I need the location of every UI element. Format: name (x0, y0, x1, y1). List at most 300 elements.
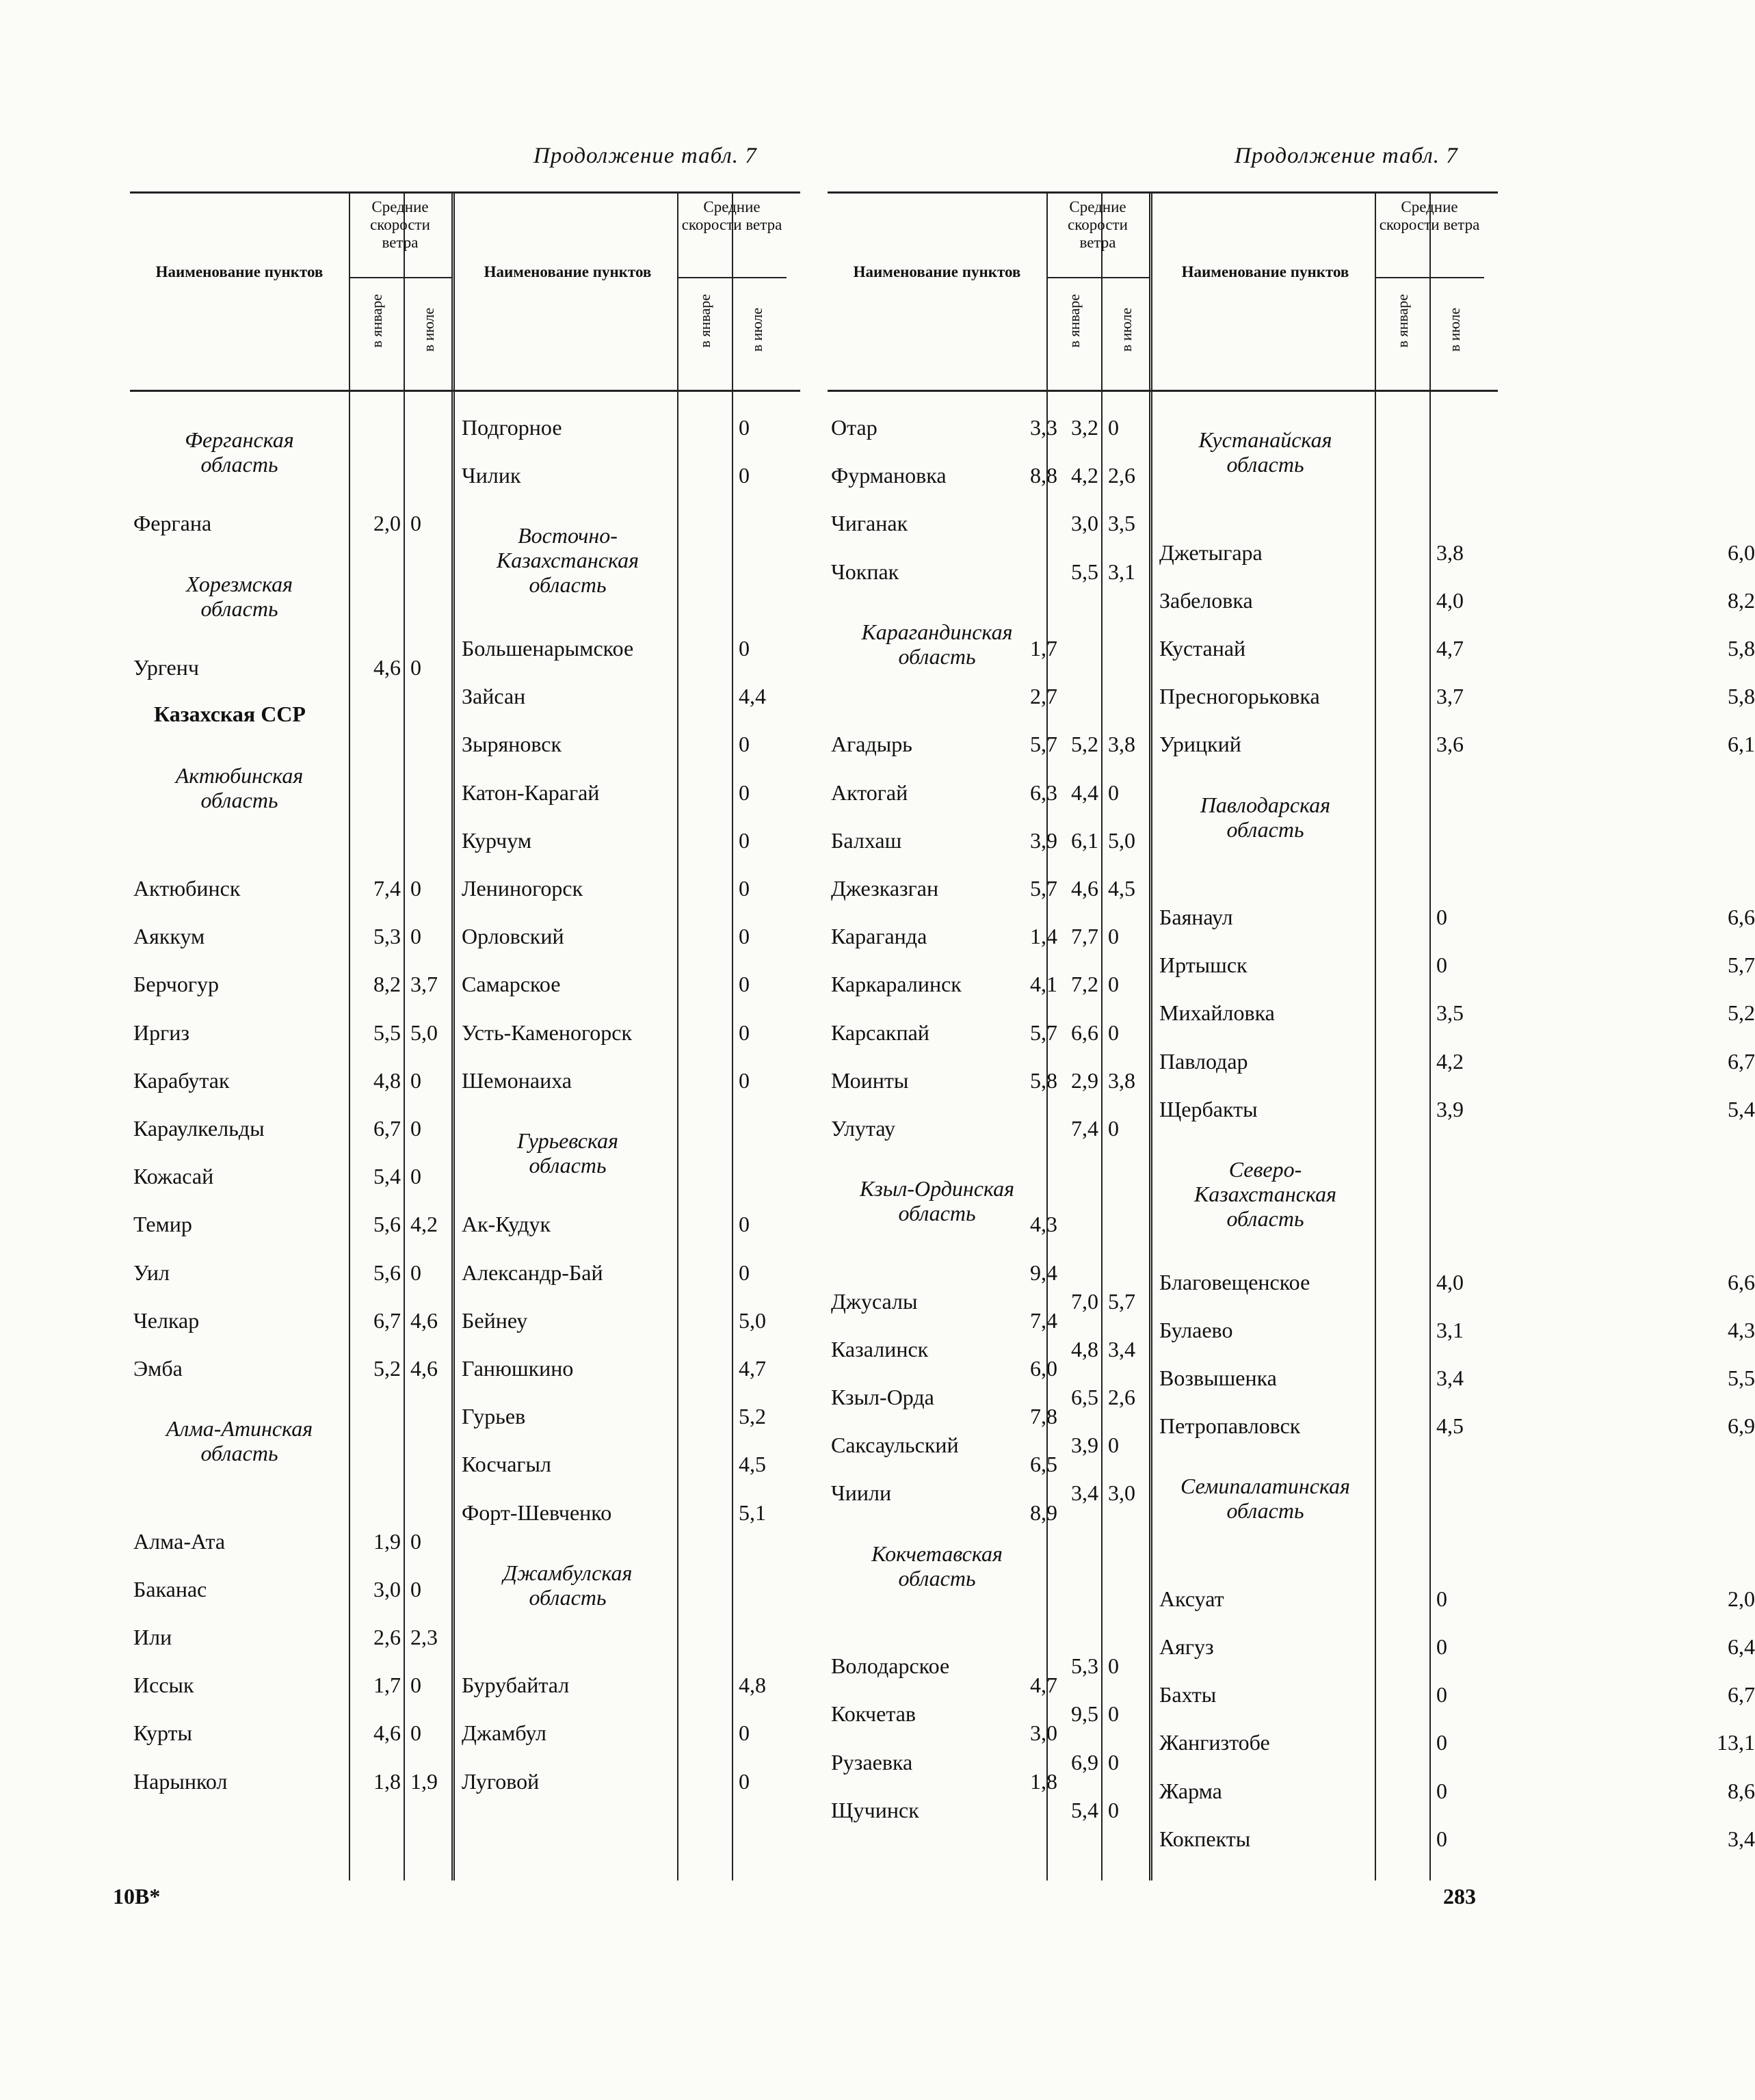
station-name: Иртышск (1159, 953, 1248, 978)
july-speed: 0 (739, 875, 750, 901)
january-speed: 4,6 (373, 1720, 401, 1746)
station-name: Усть-Каменогорск (462, 1020, 633, 1045)
table-row (458, 1499, 1057, 1526)
station-name: Саксаульский (831, 1433, 959, 1458)
january-speed: 8,8 (1030, 463, 1057, 488)
july-speed: 0 (1108, 1020, 1119, 1045)
january-speed: 6,1 (1071, 827, 1098, 853)
january-speed: 7,4 (1030, 1307, 1057, 1333)
header-speeds: Средние скорости ветра (1068, 198, 1128, 251)
station-name: Гурьев (462, 1404, 526, 1429)
station-name: Или (133, 1625, 172, 1650)
station-name: Чиганак (831, 511, 908, 536)
july-speed: 0 (1436, 1826, 1447, 1851)
station-name: Джусалы (831, 1288, 918, 1314)
january-speed: 1,4 (1030, 924, 1057, 949)
table-row (458, 1450, 1057, 1478)
july-speed: 0 (739, 1067, 750, 1093)
table-row (130, 1528, 451, 1555)
table-row (130, 654, 451, 681)
table-row (828, 462, 1149, 489)
july-speed: 3,0 (1108, 1480, 1135, 1506)
station-name: Подгорное (462, 415, 562, 440)
july-speed: 0 (1108, 924, 1119, 949)
january-speed: 4,1 (1030, 972, 1057, 997)
table-row (1156, 587, 1755, 614)
region-heading: Алма-Атинская область (166, 1416, 313, 1466)
july-speed: 0 (410, 1673, 421, 1698)
table-row (828, 1288, 1149, 1315)
january-speed: 6,6 (1071, 1020, 1098, 1045)
station-name: Карсакпай (831, 1020, 929, 1045)
station-name: Уил (133, 1260, 170, 1285)
header-july: в июле (1118, 308, 1135, 352)
header-speeds: Средние скорости ветра (370, 198, 430, 251)
table-row (130, 1115, 451, 1142)
table-row (828, 1115, 1149, 1142)
station-name: Курчум (462, 827, 532, 853)
table-row (130, 875, 451, 902)
july-speed: 0 (739, 463, 750, 488)
january-speed: 6,5 (1071, 1385, 1098, 1410)
july-speed: 5,1 (739, 1500, 766, 1525)
table-row (828, 922, 1149, 950)
january-speed: 5,6 (373, 1260, 401, 1285)
region-heading: Кустанайская область (1198, 427, 1332, 477)
january-speed: 8,2 (1728, 587, 1755, 613)
january-speed: 6,9 (1728, 1413, 1755, 1439)
july-speed: 4,7 (739, 1355, 766, 1381)
table-row (828, 779, 1149, 806)
table-row (1156, 1585, 1755, 1612)
january-speed: 1,8 (373, 1768, 401, 1794)
july-speed: 0 (739, 415, 750, 440)
july-speed: 0 (410, 1576, 421, 1601)
table-row (458, 1307, 1057, 1334)
table-row (1156, 1777, 1755, 1805)
table-row (458, 1355, 1057, 1382)
table-row (828, 827, 1149, 854)
continuation-caption-right: Продолжение табл. 7 (1235, 144, 1458, 168)
january-speed: 5,5 (1728, 1365, 1755, 1390)
january-speed: 5,3 (373, 924, 401, 949)
table-row (458, 1210, 1057, 1238)
july-speed: 0 (410, 511, 421, 536)
table-row (1156, 682, 1755, 710)
july-speed: 0 (739, 732, 750, 757)
july-speed: 4,8 (739, 1673, 766, 1698)
region-heading: Ферганская область (185, 427, 294, 477)
july-speed: 0 (739, 1020, 750, 1045)
table-row (1156, 1681, 1755, 1708)
station-name: Фурмановка (831, 463, 947, 488)
header-january: в январе (1066, 294, 1083, 348)
table-row (130, 509, 451, 537)
january-speed: 13,1 (1717, 1730, 1755, 1755)
table-row (130, 1623, 451, 1651)
july-speed: 3,8 (1436, 540, 1464, 565)
table-top-rule (828, 191, 1498, 194)
january-speed: 5,4 (1728, 1096, 1755, 1121)
january-speed: 1,7 (1030, 635, 1057, 661)
station-name: Ак-Кудук (462, 1212, 551, 1237)
january-speed: 5,6 (373, 1212, 401, 1237)
header-january: в январе (368, 294, 385, 348)
station-name: Бурубайтал (462, 1673, 570, 1698)
january-speed: 2,0 (373, 511, 401, 536)
july-speed: 4,0 (1436, 587, 1464, 613)
table-row (1156, 1316, 1755, 1344)
region-heading: Павлодарская область (1200, 792, 1331, 842)
july-speed: 3,7 (410, 972, 438, 997)
header-speeds: Средние скорости ветра (1379, 198, 1480, 233)
station-name: Михайловка (1159, 1000, 1275, 1026)
table-row (1156, 999, 1755, 1026)
july-speed: 0 (1108, 972, 1119, 997)
region-heading: Кзыл-Ординская область (859, 1176, 1014, 1226)
table-row (130, 1162, 451, 1190)
table-row (1156, 1729, 1755, 1756)
station-name: Возвышенка (1159, 1365, 1277, 1390)
january-speed: 7,4 (1071, 1115, 1098, 1141)
january-speed: 3,0 (1071, 511, 1098, 536)
january-speed: 1,9 (373, 1528, 401, 1554)
column-divider (1149, 191, 1152, 1880)
january-speed: 1,7 (373, 1673, 401, 1698)
january-speed: 2,9 (1071, 1067, 1098, 1093)
table-row (828, 1383, 1149, 1411)
january-speed: 1,8 (1030, 1768, 1057, 1794)
station-name: Баканас (133, 1576, 207, 1601)
station-name: Отар (831, 415, 878, 440)
table-row (828, 1019, 1149, 1046)
january-speed: 6,9 (1071, 1749, 1098, 1775)
station-name: Лениногорск (462, 875, 583, 901)
july-speed: 0 (1108, 1115, 1119, 1141)
station-name: Большенарымское (462, 635, 634, 661)
january-speed: 5,2 (373, 1355, 401, 1381)
july-speed: 4,7 (1436, 635, 1464, 661)
july-speed: 2,6 (1108, 463, 1135, 488)
july-speed: 0 (739, 1260, 750, 1285)
january-speed: 5,7 (1728, 953, 1755, 978)
region-heading: Актюбинская область (175, 763, 304, 813)
july-speed: 0 (1108, 1797, 1119, 1822)
table-row (828, 730, 1149, 758)
july-speed: 2,3 (410, 1625, 438, 1650)
station-name: Катон-Карагай (462, 780, 600, 805)
january-speed: 5,7 (1030, 1020, 1057, 1045)
station-name: Карабутак (133, 1067, 230, 1093)
january-speed: 3,4 (1728, 1826, 1755, 1851)
table-row (1156, 1633, 1755, 1660)
station-name: Косчагыл (462, 1452, 551, 1477)
station-name: Берчогур (133, 972, 219, 997)
july-speed: 0 (739, 635, 750, 661)
january-speed: 4,7 (1030, 1673, 1057, 1698)
july-speed: 0 (410, 875, 421, 901)
january-speed: 5,8 (1030, 1067, 1057, 1093)
january-speed: 6,6 (1728, 1269, 1755, 1294)
july-speed: 3,6 (1436, 732, 1464, 757)
table-row (458, 682, 1057, 710)
january-speed: 6,1 (1728, 732, 1755, 757)
january-speed: 5,2 (1728, 1000, 1755, 1026)
station-name: Фергана (133, 511, 212, 536)
table-row (130, 1719, 451, 1746)
july-speed: 2,6 (1108, 1385, 1135, 1410)
page-number: 283 (1443, 1884, 1476, 1909)
table-row (130, 1067, 451, 1094)
table-row (1156, 1048, 1755, 1075)
july-speed: 0 (1108, 415, 1119, 440)
july-speed: 3,9 (1436, 1096, 1464, 1121)
table-row (458, 1259, 1057, 1286)
july-speed: 5,2 (739, 1404, 766, 1429)
station-name: Эмба (133, 1355, 183, 1381)
continuation-caption-left: Продолжение табл. 7 (533, 144, 757, 168)
january-speed: 6,0 (1728, 540, 1755, 565)
station-name: Курты (133, 1720, 192, 1746)
july-speed: 5,0 (1108, 827, 1135, 853)
station-name: Темир (133, 1212, 192, 1237)
header-name: Наименование пунктов (1181, 263, 1349, 280)
station-name: Володарское (831, 1653, 950, 1679)
january-speed: 5,7 (1030, 875, 1057, 901)
july-speed: 0 (1436, 905, 1447, 930)
header-group-rule (1046, 277, 1149, 278)
station-name: Луговой (462, 1768, 540, 1794)
station-name: Кокпекты (1159, 1826, 1251, 1851)
july-speed: 4,5 (1436, 1413, 1464, 1439)
july-speed: 4,2 (410, 1212, 438, 1237)
july-speed: 3,5 (1436, 1000, 1464, 1026)
january-speed: 5,5 (1071, 559, 1098, 584)
table-row (1156, 1095, 1755, 1123)
header-january: в январе (696, 294, 713, 348)
july-speed: 3,5 (1108, 511, 1135, 536)
july-speed: 3,4 (1436, 1365, 1464, 1390)
table-row (828, 414, 1149, 441)
july-speed: 0 (1108, 780, 1119, 805)
region-heading: Восточно-Казахстанская область (497, 523, 639, 598)
station-name: Урицкий (1159, 732, 1241, 757)
station-name: Кокчетав (831, 1701, 916, 1727)
july-speed: 4,0 (1436, 1269, 1464, 1294)
july-speed: 3,7 (1436, 684, 1464, 709)
january-speed: 7,2 (1071, 972, 1098, 997)
station-name: Нарынкол (133, 1768, 228, 1794)
station-name: Ганюшкино (462, 1355, 574, 1381)
january-speed: 6,4 (1728, 1634, 1755, 1660)
table-row (130, 1307, 451, 1334)
station-name: Кожасай (133, 1164, 214, 1189)
january-speed: 5,7 (1030, 732, 1057, 757)
january-speed: 9,5 (1071, 1701, 1098, 1727)
table-row (458, 1719, 1057, 1746)
january-speed: 4,4 (1071, 780, 1098, 805)
header-name: Наименование пунктов (155, 263, 324, 280)
station-name: Балхаш (831, 827, 902, 853)
station-name: Щучинск (831, 1797, 919, 1822)
station-name: Самарское (462, 972, 561, 997)
table-row (130, 1259, 451, 1286)
january-speed: 3,3 (1030, 415, 1057, 440)
station-name: Актюбинск (133, 875, 241, 901)
header-speeds: Средние скорости ветра (681, 198, 782, 233)
table-row (130, 1768, 451, 1795)
january-speed: 3,9 (1030, 827, 1057, 853)
station-name: Улутау (831, 1115, 895, 1141)
january-speed: 8,2 (373, 972, 401, 997)
january-speed: 7,7 (1071, 924, 1098, 949)
january-speed: 9,4 (1030, 1260, 1057, 1285)
station-name: Зыряновск (462, 732, 562, 757)
january-speed: 3,9 (1071, 1433, 1098, 1458)
july-speed: 0 (739, 924, 750, 949)
july-speed: 0 (739, 1212, 750, 1237)
july-speed: 0 (1436, 1682, 1447, 1707)
july-speed: 5,0 (410, 1020, 438, 1045)
table-row (130, 970, 451, 998)
station-name: Чиили (831, 1480, 892, 1506)
station-name: Аксуат (1159, 1586, 1224, 1611)
station-name: Александр-Бай (462, 1260, 603, 1285)
table-row (828, 1479, 1149, 1506)
july-speed: 5,0 (739, 1307, 766, 1333)
region-heading: Кокчетавская область (871, 1541, 1003, 1591)
table-row (828, 1431, 1149, 1459)
january-speed: 4,2 (1071, 463, 1098, 488)
table-row (130, 1019, 451, 1046)
july-speed: 0 (410, 1164, 421, 1189)
table-row (828, 1749, 1149, 1776)
station-name: Забеловка (1159, 587, 1253, 613)
january-speed: 8,6 (1728, 1778, 1755, 1803)
january-speed: 5,2 (1071, 732, 1098, 757)
january-speed: 5,3 (1071, 1653, 1098, 1679)
table-row (828, 558, 1149, 585)
july-speed: 0 (410, 1528, 421, 1554)
table-row (458, 1671, 1057, 1699)
station-name: Джетыгара (1159, 540, 1263, 565)
station-name: Орловский (462, 924, 564, 949)
table-row (1156, 1268, 1755, 1296)
july-speed: 1,9 (410, 1768, 438, 1794)
header-july: в июле (748, 308, 765, 352)
table-row (458, 1768, 1057, 1795)
july-speed: 0 (410, 655, 421, 680)
january-speed: 6,7 (1728, 1048, 1755, 1074)
january-speed: 8,9 (1030, 1500, 1057, 1525)
january-speed: 7,8 (1030, 1404, 1057, 1429)
header-group-rule (349, 277, 451, 278)
station-name: Караулкельды (133, 1115, 265, 1141)
january-speed: 3,0 (373, 1576, 401, 1601)
january-speed: 7,0 (1071, 1288, 1098, 1314)
table-row (828, 1067, 1149, 1094)
header-july: в июле (420, 308, 437, 352)
table-row (1156, 635, 1755, 662)
table-row (828, 509, 1149, 537)
january-speed: 4,3 (1030, 1212, 1057, 1237)
region-heading: Гурьевская область (516, 1128, 619, 1178)
table-row (828, 970, 1149, 998)
column-rule (1429, 191, 1431, 1880)
january-speed: 3,4 (1071, 1480, 1098, 1506)
table-row (828, 1796, 1149, 1824)
january-speed: 4,6 (373, 655, 401, 680)
station-name: Чилик (462, 463, 521, 488)
table-row (1156, 1364, 1755, 1392)
july-speed: 0 (1436, 1586, 1447, 1611)
january-speed: 5,8 (1728, 635, 1755, 661)
station-name: Караганда (831, 924, 927, 949)
station-name: Иссык (133, 1673, 194, 1698)
station-name: Зайсан (462, 684, 526, 709)
july-speed: 0 (410, 1115, 421, 1141)
july-speed: 0 (1436, 1634, 1447, 1660)
region-heading: Северо-Казахстанская область (1194, 1157, 1336, 1232)
printer-signature: 10В* (113, 1884, 161, 1909)
january-speed: 4,6 (1071, 875, 1098, 901)
table-top-rule (130, 191, 800, 194)
table-row (1156, 539, 1755, 566)
station-name: Каркаралинск (831, 972, 962, 997)
january-speed: 2,0 (1728, 1586, 1755, 1611)
station-name: Булаево (1159, 1317, 1233, 1342)
january-speed: 7,4 (373, 875, 401, 901)
station-name: Казалинск (831, 1336, 929, 1361)
station-name: Шемонаиха (462, 1067, 572, 1093)
july-speed: 0 (1436, 1778, 1447, 1803)
table-row (130, 1576, 451, 1603)
station-name: Челкар (133, 1307, 200, 1333)
table-row (130, 1355, 451, 1382)
january-speed: 6,5 (1030, 1452, 1057, 1477)
station-name: Бахты (1159, 1682, 1217, 1707)
table-right (828, 171, 1755, 1880)
table-row (1156, 730, 1755, 758)
table-row (828, 875, 1149, 902)
region-heading: Хорезмская область (185, 571, 293, 621)
january-speed: 5,4 (1071, 1797, 1098, 1822)
table-row (458, 1403, 1057, 1430)
january-speed: 6,3 (1030, 780, 1057, 805)
january-speed: 3,0 (1030, 1720, 1057, 1746)
station-name: Моинты (831, 1067, 909, 1093)
july-speed: 0 (739, 780, 750, 805)
station-name: Аягуз (1159, 1634, 1214, 1660)
july-speed: 4,6 (410, 1355, 438, 1381)
july-speed: 4,5 (1108, 875, 1135, 901)
station-name: Щербакты (1159, 1096, 1258, 1121)
january-speed: 2,7 (1030, 684, 1057, 709)
station-name: Жарма (1159, 1778, 1222, 1803)
table-row (828, 1700, 1149, 1727)
station-name: Бейнеу (462, 1307, 528, 1333)
station-name: Жангизтобе (1159, 1730, 1270, 1755)
station-name: Кзыл-Орда (831, 1385, 934, 1410)
july-speed: 3,4 (1108, 1336, 1135, 1361)
january-speed: 5,5 (373, 1020, 401, 1045)
july-speed: 4,6 (410, 1307, 438, 1333)
july-speed: 5,7 (1108, 1288, 1135, 1314)
january-speed: 6,7 (373, 1307, 401, 1333)
station-name: Павлодар (1159, 1048, 1248, 1074)
table-row (828, 1652, 1149, 1679)
july-speed: 0 (1108, 1701, 1119, 1727)
